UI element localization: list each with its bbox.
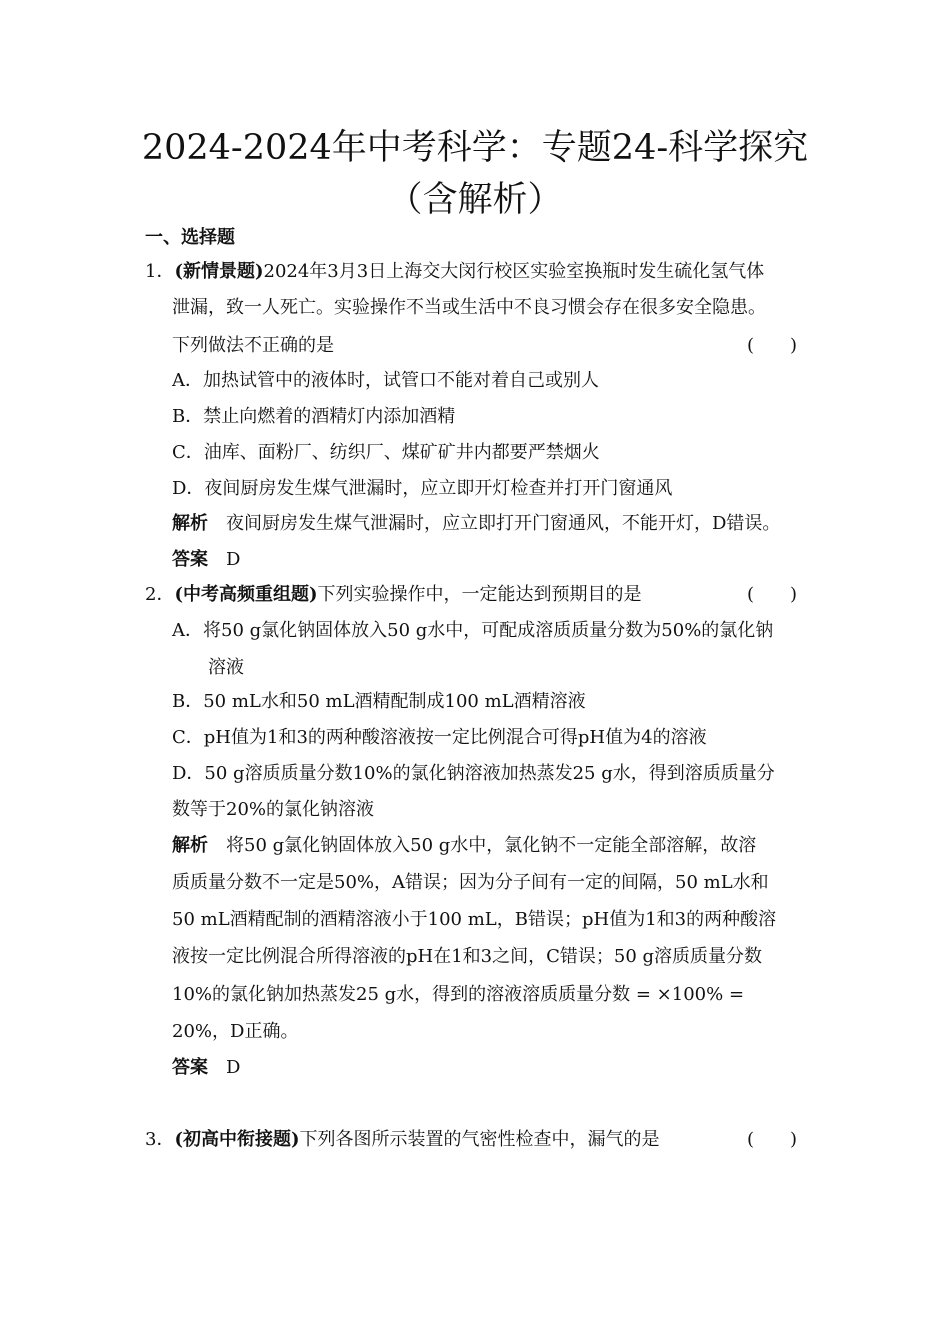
question-2-analysis-line-1 — [172, 834, 756, 858]
question-2-analysis-line-2: 质质量分数不一定是50%，A错误；因为分子间有一定的间隔，50 mL水和 — [172, 872, 769, 893]
question-1-stem-line-2: 泄漏，致一人死亡。实验操作不当或生活中不良习惯会存在很多安全隐患。 — [172, 297, 766, 318]
question-2-analysis-line-5: 10%的氯化钠加热蒸发25 g水，得到的溶液溶质质量分数 = ×100% = — [172, 984, 745, 1005]
question-3-answer-blank: ( ) — [747, 1129, 798, 1150]
question-1-answer-value: D — [226, 549, 241, 570]
document-title-line-1: 2024-2024年中考科学：专题24-科学探究 — [141, 128, 809, 168]
question-1-option-b: B．禁止向燃着的酒精灯内添加酒精 — [172, 406, 456, 427]
question-2-analysis-text-1: 将50 g氯化钠固体放入50 g水中，氯化钠不一定能全部溶解，故溶 — [226, 835, 757, 856]
question-1-answer-blank: ( ) — [747, 335, 798, 356]
question-3-number: 3． — [145, 1129, 175, 1150]
question-1-number: 1． — [145, 261, 175, 282]
question-2-stem — [145, 583, 642, 607]
question-1-tag: (新情景题) — [174, 261, 264, 282]
document-title-line-2: （含解析） — [387, 180, 563, 220]
question-2-answer-blank: ( ) — [747, 584, 798, 605]
question-1-stem-line-1 — [145, 260, 764, 284]
question-2-stem-text: 下列实验操作中，一定能达到预期目的是 — [317, 584, 642, 605]
question-1-option-c: C．油库、面粉厂、纺织厂、煤矿矿井内都要严禁烟火 — [172, 442, 600, 463]
question-2-option-b: B．50 mL水和50 mL酒精配制成100 mL酒精溶液 — [172, 691, 586, 712]
question-2-option-a-line-1: A．将50 g氯化钠固体放入50 g水中，可配成溶质质量分数为50%的氯化钠 — [172, 620, 774, 641]
question-2-analysis-label: 解析 — [172, 835, 208, 856]
question-2-number: 2． — [145, 584, 175, 605]
question-1-option-a: A．加热试管中的液体时，试管口不能对着自己或别人 — [172, 370, 599, 391]
question-1-answer-label: 答案 — [172, 549, 208, 570]
question-2-tag: (中考高频重组题) — [174, 584, 318, 605]
question-1-analysis — [172, 512, 780, 536]
question-2-analysis-line-4: 液按一定比例混合所得溶液的pH在1和3之间，C错误；50 g溶质质量分数 — [172, 946, 763, 967]
question-2-answer-label: 答案 — [172, 1057, 208, 1078]
section-heading: 一、选择题 — [145, 227, 235, 248]
question-1-option-d: D．夜间厨房发生煤气泄漏时，应立即开灯检查并打开门窗通风 — [172, 478, 673, 499]
question-1-analysis-text: 夜间厨房发生煤气泄漏时，应立即打开门窗通风，不能开灯，D错误。 — [226, 513, 781, 534]
question-2-option-d-line-1: D．50 g溶质质量分数10%的氯化钠溶液加热蒸发25 g水，得到溶质质量分 — [172, 763, 775, 784]
question-2-option-a-line-2: 溶液 — [208, 657, 244, 678]
question-2-option-d-line-2: 数等于20%的氯化钠溶液 — [172, 799, 375, 820]
question-1-stem-line-3: 下列做法不正确的是 — [172, 335, 334, 356]
question-2-analysis-line-3: 50 mL酒精配制的酒精溶液小于100 mL，B错误；pH值为1和3的两种酸溶 — [172, 909, 777, 930]
question-1-stem-text: 2024年3月3日上海交大闵行校区实验室换瓶时发生硫化氢气体 — [263, 261, 765, 282]
question-2-answer — [172, 1056, 240, 1080]
question-1-answer — [172, 548, 240, 572]
question-3-tag: (初高中衔接题) — [174, 1129, 300, 1150]
question-3-stem — [145, 1128, 660, 1152]
question-2-option-c: C．pH值为1和3的两种酸溶液按一定比例混合可得pH值为4的溶液 — [172, 727, 707, 748]
question-1-analysis-label: 解析 — [172, 513, 208, 534]
question-3-stem-text: 下列各图所示装置的气密性检查中，漏气的是 — [299, 1129, 660, 1150]
question-2-analysis-line-6: 20%，D正确。 — [172, 1021, 299, 1042]
question-2-answer-value: D — [226, 1057, 241, 1078]
